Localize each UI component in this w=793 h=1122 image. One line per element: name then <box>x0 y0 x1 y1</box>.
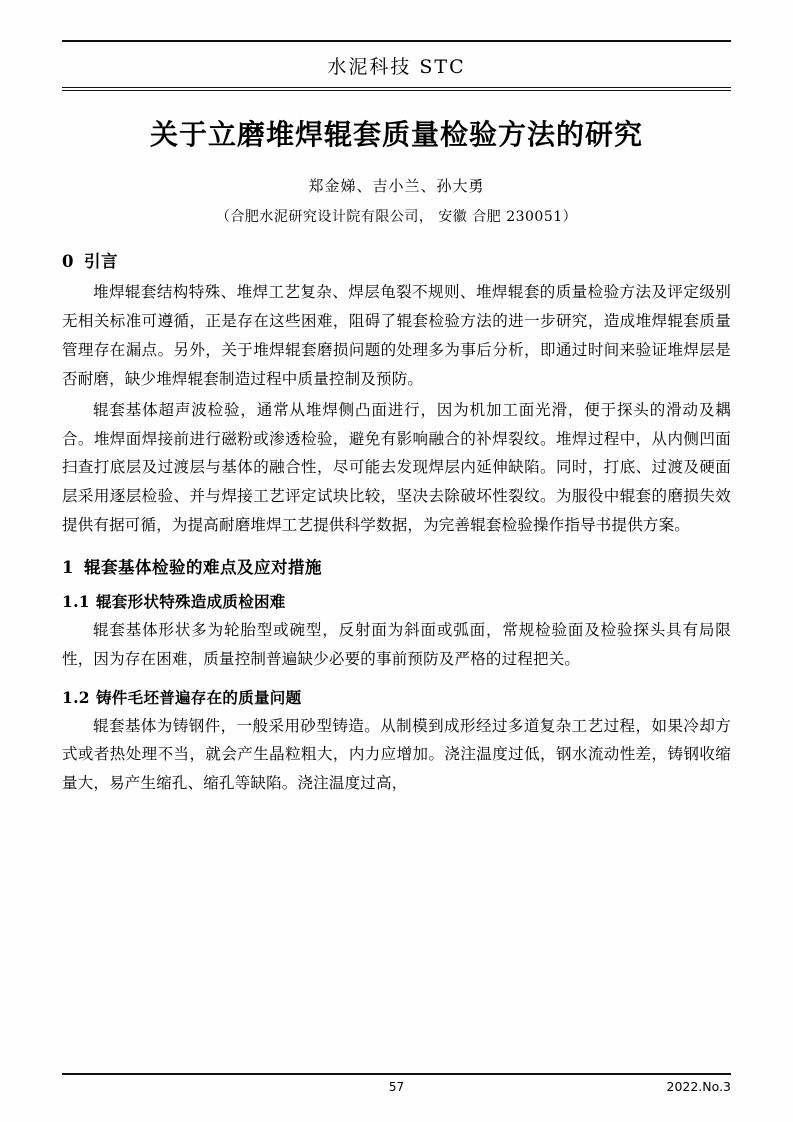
section-heading-1 <box>62 554 731 578</box>
author-list: 郑金娣、吉小兰、孙大勇 <box>308 177 485 196</box>
footer-rule <box>62 1073 731 1075</box>
section-heading-0 <box>62 248 731 272</box>
footer-row <box>62 1079 731 1094</box>
paragraph: 辊套基体超声波检验，通常从堆焊侧凸面进行，因为机加工面光滑，便于探头的滑动及耦合。堆焊面焊接前进行磁粉或渗透检验，避免有影响融合的补焊裂纹。堆焊过程中，从内侧凹面扫查打底层及过渡层与基体的融合性，尽可能去发现焊层内延伸缺陷。同时，打底、过渡及硬面层采用逐层检验、并与焊接工艺评定试块比较，坚决去除破坏性裂纹。为服役中辊套的磨损失效提供有据可循，为提高耐磨堆焊工艺提供科学数据，为完善辊套检验操作指导书提供方案。 <box>62 400 731 535</box>
header-bottom-rule-thin <box>62 90 731 91</box>
paragraph: 辊套基体形状多为轮胎型或碗型，反射面为斜面或弧面，常规检验面及检验探头具有局限性，因为存在困难，质量控制普遍缺少必要的事前预防及严格的过程把关。 <box>62 620 731 668</box>
section-number-1: 1 <box>62 557 74 577</box>
paragraph: 堆焊辊套结构特殊、堆焊工艺复杂、焊层龟裂不规则、堆焊辊套的质量检验方法及评定级别无相关标准可遵循，正是存在这些困难，阻碍了辊套检验方法的进一步研究，造成堆焊辊套质量管理存在漏点。另外，关于堆焊辊套磨损问题的处理多为事后分析，即通过时间来验证堆焊层是否耐磨，缺少堆焊辊套制造过程中质量控制及预防。 <box>62 283 731 388</box>
section-heading-1-2 <box>62 686 731 708</box>
section-title-0: 引言 <box>84 252 118 272</box>
page-footer <box>62 1073 731 1094</box>
section-number-1-2: 1.2 <box>62 687 90 707</box>
section-number-1-1: 1.1 <box>62 591 90 611</box>
page-title: 关于立磨堆焊辊套质量检验方法的研究 <box>149 118 643 151</box>
section-title-1-1: 辊套形状特殊造成质检困难 <box>96 591 286 611</box>
header-bottom-rule <box>62 87 731 88</box>
section-title-1: 辊套基体检验的难点及应对措施 <box>84 557 322 577</box>
section-number-0: 0 <box>62 252 74 272</box>
page-number: 57 <box>388 1079 405 1094</box>
issue-label: 2022.No.3 <box>666 1079 731 1094</box>
affiliation: （合肥水泥研究设计院有限公司， 安徽 合肥 230051） <box>215 209 578 226</box>
running-head-block <box>62 40 731 91</box>
page-content <box>62 40 731 1092</box>
paragraph: 辊套基体为铸钢件，一般采用砂型铸造。从制模到成形经过多道复杂工艺过程，如果冷却方式或者热处理不当，就会产生晶粒粗大，内力应增加。浇注温度过低，钢水流动性差，铸钢收缩量大，易产生缩孔、缩孔等缺陷。浇注温度过高， <box>62 716 731 793</box>
section-heading-1-1 <box>62 590 731 612</box>
running-head-text: 水泥科技 STC <box>327 56 466 78</box>
section-title-1-2: 铸件毛坯普遍存在的质量问题 <box>96 687 302 707</box>
